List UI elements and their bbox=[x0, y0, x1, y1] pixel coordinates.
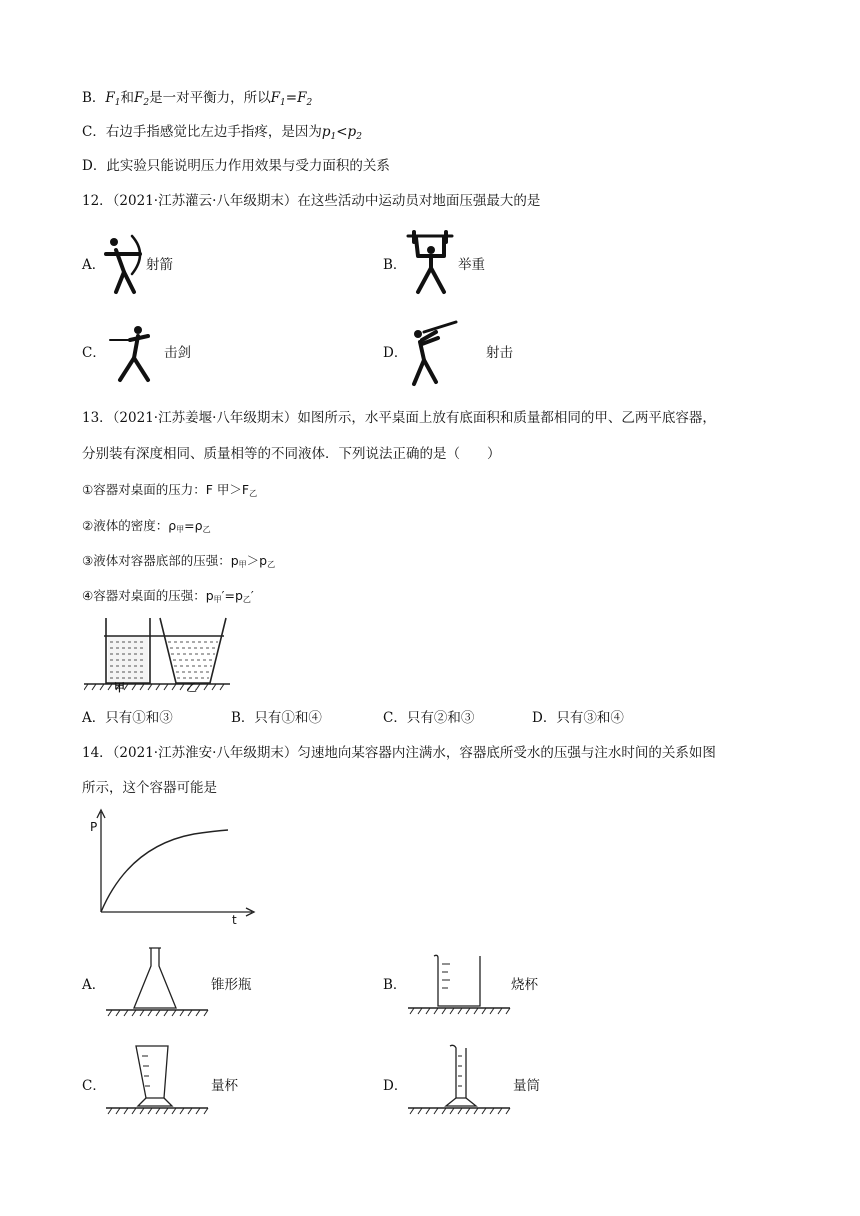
q12-option-d-letter: D． bbox=[383, 345, 408, 361]
q14-stem-line-2: 所示，这个容器可能是 bbox=[82, 780, 217, 796]
q12-option-c-label: 击剑 bbox=[164, 345, 191, 361]
q13-figure-label-jia: 甲 bbox=[114, 681, 125, 694]
q12-option-b-label: 举重 bbox=[458, 257, 485, 273]
conical-flask-icon bbox=[106, 944, 210, 1024]
q11-option-c: C．右边手指感觉比左边手指疼，是因为$p_1<p_2$ bbox=[82, 124, 362, 142]
q14-graph-y-label: P bbox=[90, 820, 98, 834]
q14-option-d-label: 量筒 bbox=[513, 1078, 540, 1094]
beaker-icon bbox=[408, 944, 512, 1024]
q14-option-c-letter: C． bbox=[82, 1078, 106, 1094]
measuring-cup-icon bbox=[106, 1042, 210, 1128]
fencing-pictogram-icon bbox=[108, 322, 160, 384]
q13-answer-b: B．只有①和④ bbox=[231, 710, 322, 726]
q14-stem-line-1: 14．（2021·江苏淮安·八年级期末）匀速地向某容器内注满水，容器底所受水的压强与注水时间的关系如图 bbox=[82, 745, 716, 761]
q14-option-a-label: 锥形瓶 bbox=[211, 977, 252, 993]
q13-statement-3: ③液体对容器底部的压强：$p_甲>p_乙$ bbox=[82, 553, 276, 569]
shooting-pictogram-icon bbox=[404, 320, 460, 388]
q13-answer-d: D．只有③和④ bbox=[532, 710, 624, 726]
q14-option-a-letter: A． bbox=[82, 977, 106, 993]
q12-option-a-letter: A． bbox=[82, 257, 106, 273]
q12-option-d-label: 射击 bbox=[486, 345, 513, 361]
q11-option-b: B．$F_1$和$F_2$是一对平衡力，所以$F_1=F_2$ bbox=[82, 90, 313, 108]
q14-option-b-letter: B． bbox=[383, 977, 407, 993]
q14-pressure-time-graph bbox=[84, 806, 264, 932]
q12-option-c-letter: C． bbox=[82, 345, 106, 361]
q14-option-b-label: 烧杯 bbox=[511, 977, 538, 993]
q13-figure-label-yi: 乙 bbox=[186, 681, 197, 694]
archery-pictogram-icon bbox=[102, 232, 146, 296]
graduated-cylinder-icon bbox=[408, 1042, 512, 1128]
q13-stem-line-1: 13．（2021·江苏姜堰·八年级期末）如图所示，水平桌面上放有底面积和质量都相同的甲、乙两平底容器， bbox=[82, 410, 716, 426]
q12-option-b-letter: B． bbox=[383, 257, 407, 273]
q13-answer-c: C．只有②和③ bbox=[383, 710, 475, 726]
q13-statement-1: ①容器对桌面的压力：F 甲$>F_乙$ bbox=[82, 482, 258, 498]
q13-statement-4: ④容器对桌面的压强：$p_甲'=p_乙'$ bbox=[82, 588, 254, 604]
q13-answer-a: A．只有①和③ bbox=[82, 710, 173, 726]
q12-stem: 12．（2021·江苏灌云·八年级期末）在这些活动中运动员对地面压强最大的是 bbox=[82, 193, 541, 209]
weightlifting-pictogram-icon bbox=[404, 230, 458, 296]
q12-option-a-label: 射箭 bbox=[146, 257, 173, 273]
q14-option-c-label: 量杯 bbox=[211, 1078, 238, 1094]
q13-container-figure bbox=[84, 612, 232, 700]
q14-option-d-letter: D． bbox=[383, 1078, 408, 1094]
q13-stem-line-2: 分别装有深度相同、质量相等的不同液体．下列说法正确的是（ ） bbox=[82, 446, 501, 462]
q14-graph-x-label: t bbox=[232, 913, 237, 927]
q13-statement-2: ②液体的密度：$\rho_甲=\rho_乙$ bbox=[82, 518, 211, 534]
q11-option-d: D．此实验只能说明压力作用效果与受力面积的关系 bbox=[82, 158, 390, 174]
